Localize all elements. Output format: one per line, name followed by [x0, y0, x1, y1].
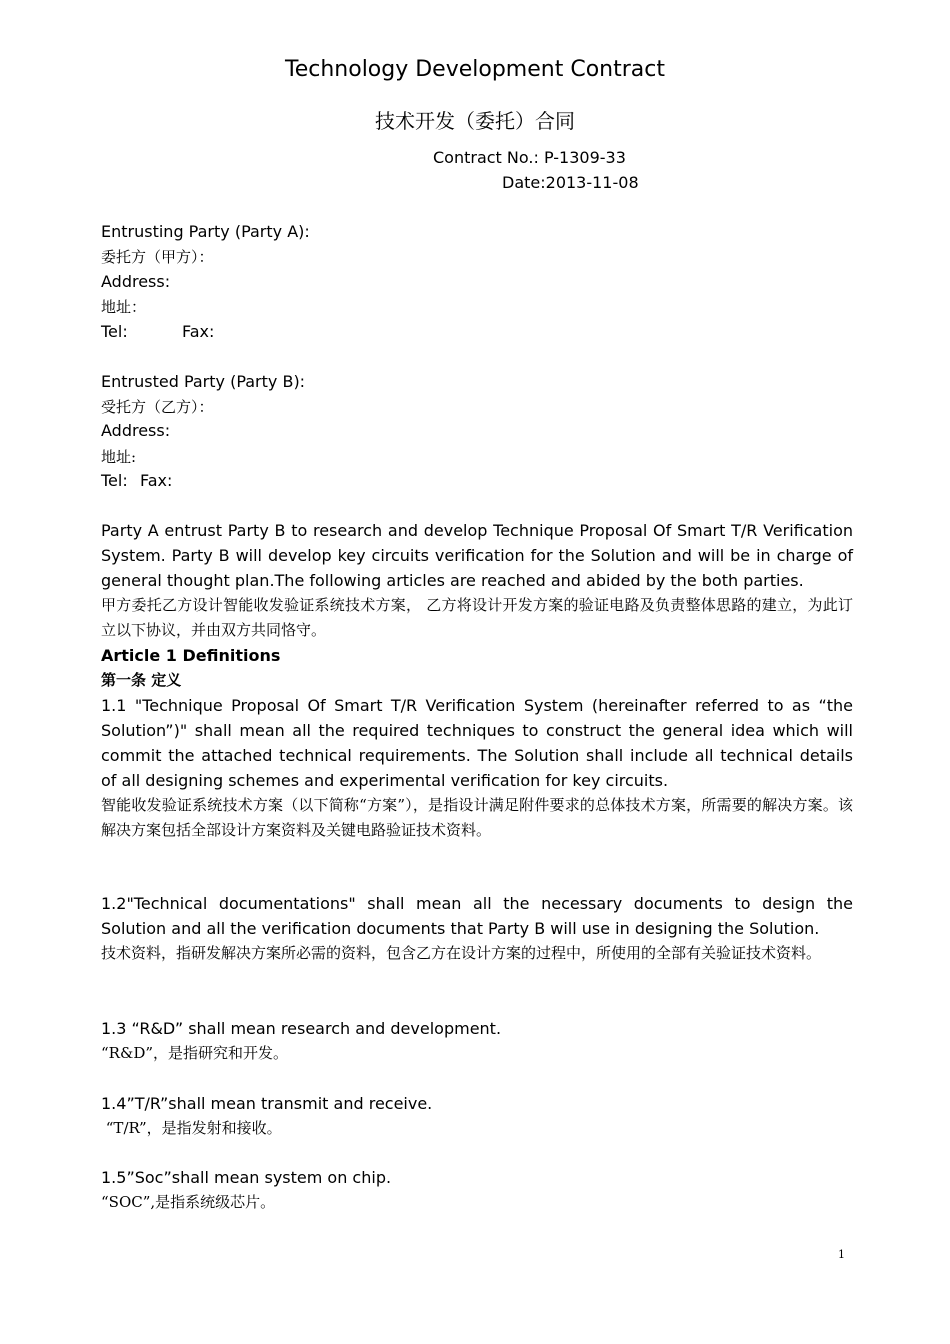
party-b-tel: Tel:: [101, 471, 128, 490]
contract-date: Date:2013-11-08: [502, 173, 639, 192]
party-a-address-cn: 地址：: [101, 298, 147, 316]
definition-1-2-cn: 技术资料，指研发解决方案所必需的资料，包含乙方在设计方案的过程中，所使用的全部有关验证技术资料。: [101, 944, 822, 962]
definition-1-4: 1.4”T/R”shall mean transmit and receive.: [101, 1094, 433, 1113]
intro-paragraph: Party A entrust Party B to research and develop Technique Proposal Of Smart T/R Verification System. Party B will develop key circuits verification for the Solution and will be in charge of general thought plan.The following articles are reached and abided by the both parties.: [101, 521, 853, 590]
party-a-fax: Fax:: [182, 322, 215, 341]
party-a-label: Entrusting Party (Party A):: [101, 222, 310, 241]
party-b-address-cn: 地址:: [101, 448, 137, 466]
definition-1-2-section: [101, 891, 853, 966]
definition-1-5-cn: “SOC”,是指系统级芯片。: [101, 1193, 276, 1211]
contract-number: Contract No.: P-1309-33: [433, 148, 626, 167]
definition-1-4-cn: “T/R”，是指发射和接收。: [101, 1119, 282, 1137]
article-1-heading-cn: 第一条 定义: [101, 671, 182, 689]
definition-1-3-cn: “R&D”，是指研究和开发。: [101, 1044, 289, 1062]
party-a-label-cn: 委托方（甲方）：: [101, 248, 214, 266]
definition-1-1: 1.1 "Technique Proposal Of Smart T/R Verification System (hereinafter referred to as “the Solution”)" shall mean all the required techniques to construct the general idea which will commit the attached technical requirements. The Solution shall include all technical details of all designing schemes and experimental verification for key circuits.: [101, 696, 853, 790]
party-a-tel: Tel:: [101, 322, 128, 341]
intro-paragraph-cn: 甲方委托乙方设计智能收发验证系统技术方案， 乙方将设计开发方案的验证电路及负责整体思路的建立，为此订立以下协议，并由双方共同恪守。: [101, 596, 853, 639]
party-b-label-cn: 受托方（乙方）：: [101, 398, 214, 416]
intro-section: [101, 518, 853, 843]
definition-1-5: 1.5”Soc”shall mean system on chip.: [101, 1168, 392, 1187]
definition-1-3: 1.3 “R&D” shall mean research and development.: [101, 1019, 502, 1038]
document-title: Technology Development Contract: [285, 57, 665, 82]
document-title-cn: 技术开发（委托）合同: [375, 109, 575, 133]
definition-1-1-cn: 智能收发验证系统技术方案（以下简称“方案”），是指设计满足附件要求的总体技术方案，所需要的解决方案。该解决方案包括全部设计方案资料及关键电路验证技术资料。: [101, 796, 853, 839]
party-b-fax: Fax:: [140, 471, 173, 490]
party-a-address: Address:: [101, 272, 171, 291]
party-b-address: Address:: [101, 421, 171, 440]
party-b-label: Entrusted Party (Party B):: [101, 372, 306, 391]
page-number: 1: [838, 1248, 845, 1261]
article-1-heading: Article 1 Definitions: [101, 646, 281, 665]
definition-1-2: 1.2"Technical documentations" shall mean all the necessary documents to design the Solution and all the verification documents that Party B will use in designing the Solution.: [101, 894, 853, 938]
